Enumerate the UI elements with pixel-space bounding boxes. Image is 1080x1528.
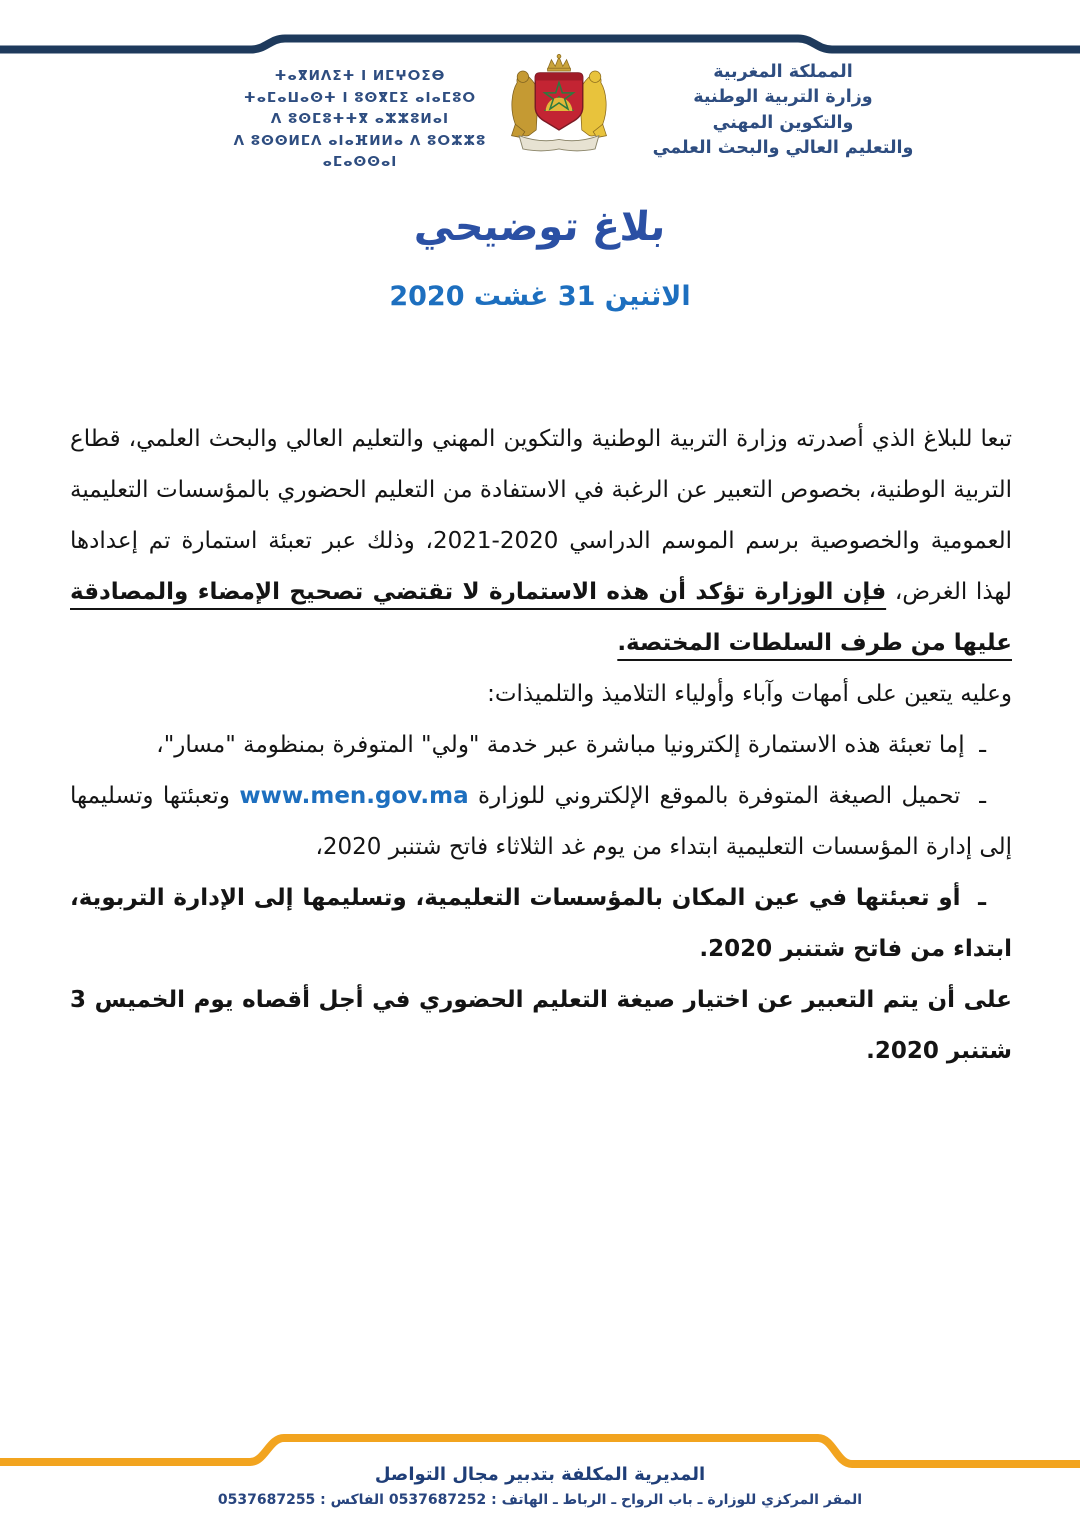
- tifinagh-line: ⵜⴰⵎⴰⵡⴰⵙⵜ ⵏ ⵓⵙⴳⵎⵉ ⴰⵏⴰⵎⵓⵔ: [243, 89, 477, 106]
- lion-left-icon: [512, 71, 539, 138]
- document-title: بلاغ توضيحي: [412, 204, 668, 250]
- ministry-line: والتكوين المهني: [712, 112, 854, 133]
- shield-icon: [535, 73, 583, 130]
- bullet-text: إما تعبئة هذه الاستمارة إلكترونيا مباشرة عبر خدمة "ولي" المتوفرة بمنظومة "مسار"،: [156, 732, 965, 758]
- bullet-item-2: [70, 771, 1012, 873]
- ministry-line: وزارة التربية الوطنية: [693, 87, 873, 108]
- intro-text: تبعا للبلاغ الذي أصدرته وزارة التربية الوطنية والتكوين المهني والتعليم العالي والبحث العلمي، قطاع التربية الوطنية، بخصوص التعبير عن الرغبة في الاستفادة من التعليم الحضوري بالمؤسسات التعليمية العمومية والخصوصية برسم الموسم الدراسي 2020-2021، وذلك عبر تعبئة استمارة تم إعدادها لهذا الغرض،: [70, 426, 1013, 605]
- ribbon-icon: [519, 136, 599, 151]
- paragraph-deadline: على أن يتم التعبير عن اختيار صيغة التعليم الحضوري في أجل أقصاه يوم الخميس 3 شتنبر 2020.: [70, 987, 1012, 1064]
- ministry-name-tifinagh: [222, 66, 498, 174]
- bullet-item-1: [70, 720, 1012, 771]
- bullet-dash: ـ: [979, 783, 987, 809]
- emphasized-statement: فإن الوزارة تؤكد أن هذه الاستمارة لا تقتضي تصحيح الإمضاء والمصادقة عليها من طرف السلطات المختصة.: [70, 579, 1012, 656]
- paragraph-instruction: وعليه يتعين على أمهات وآباء وأولياء التلاميذ والتلميذات:: [487, 681, 1012, 707]
- bullet-dash: ـ: [978, 885, 986, 911]
- footer-address: المقر المركزي للوزارة ـ باب الرواح ـ الرباط ـ الهاتف : 0537687252 الفاكس : 0537687255: [217, 1492, 863, 1508]
- tifinagh-line: ⴷ ⵓⵙⵎⵓⵜⵜⴳ ⴰⵣⵣⵓⵍⴰⵏ: [270, 111, 450, 128]
- crown-icon: [548, 54, 571, 71]
- ministry-line: المملكة المغربية: [713, 62, 853, 82]
- bullet-text: تحميل الصيغة المتوفرة بالموقع الإلكتروني للوزارة: [468, 783, 961, 809]
- document-date: الاثنين 31 غشت 2020: [389, 281, 691, 312]
- tifinagh-line: ⵜⴰⴳⵍⴷⵉⵜ ⵏ ⵍⵎⵖⵔⵉⴱ: [274, 68, 446, 84]
- moroccan-coat-of-arms-icon: [502, 52, 616, 168]
- bullet-item-3: [70, 873, 1012, 975]
- tifinagh-line: ⴷ ⵓⵙⵙⵍⵎⴷ ⴰⵏⴰⴼⵍⵍⴰ ⴷ ⵓⵔⵣⵣⵓ ⴰⵎⴰⵙⵙⴰⵏ: [233, 132, 487, 171]
- bullet-text: أو تعبئتها في عين المكان بالمؤسسات التعليمية، وتسليمها إلى الإدارة التربوية، ابتداء من فاتح شتنبر 2020.: [70, 885, 1012, 962]
- bullet-dash: ـ: [979, 732, 986, 758]
- ministry-website-link[interactable]: www.men.gov.ma: [239, 783, 469, 809]
- footer-department: المديرية المكلفة بتدبير مجال التواصل: [374, 1464, 706, 1485]
- bullet-text: وتعبئتها وتسليمها إلى إدارة المؤسسات التعليمية ابتداء من يوم غد الثلاثاء فاتح شتنبر 2020،: [70, 783, 1012, 860]
- lion-right-icon: [580, 71, 607, 138]
- ministry-line: والتعليم العالي والبحث العلمي: [652, 138, 914, 159]
- document-body: [70, 414, 1012, 1077]
- paragraph-intro: [70, 414, 1012, 669]
- ministry-name-arabic: [615, 60, 951, 162]
